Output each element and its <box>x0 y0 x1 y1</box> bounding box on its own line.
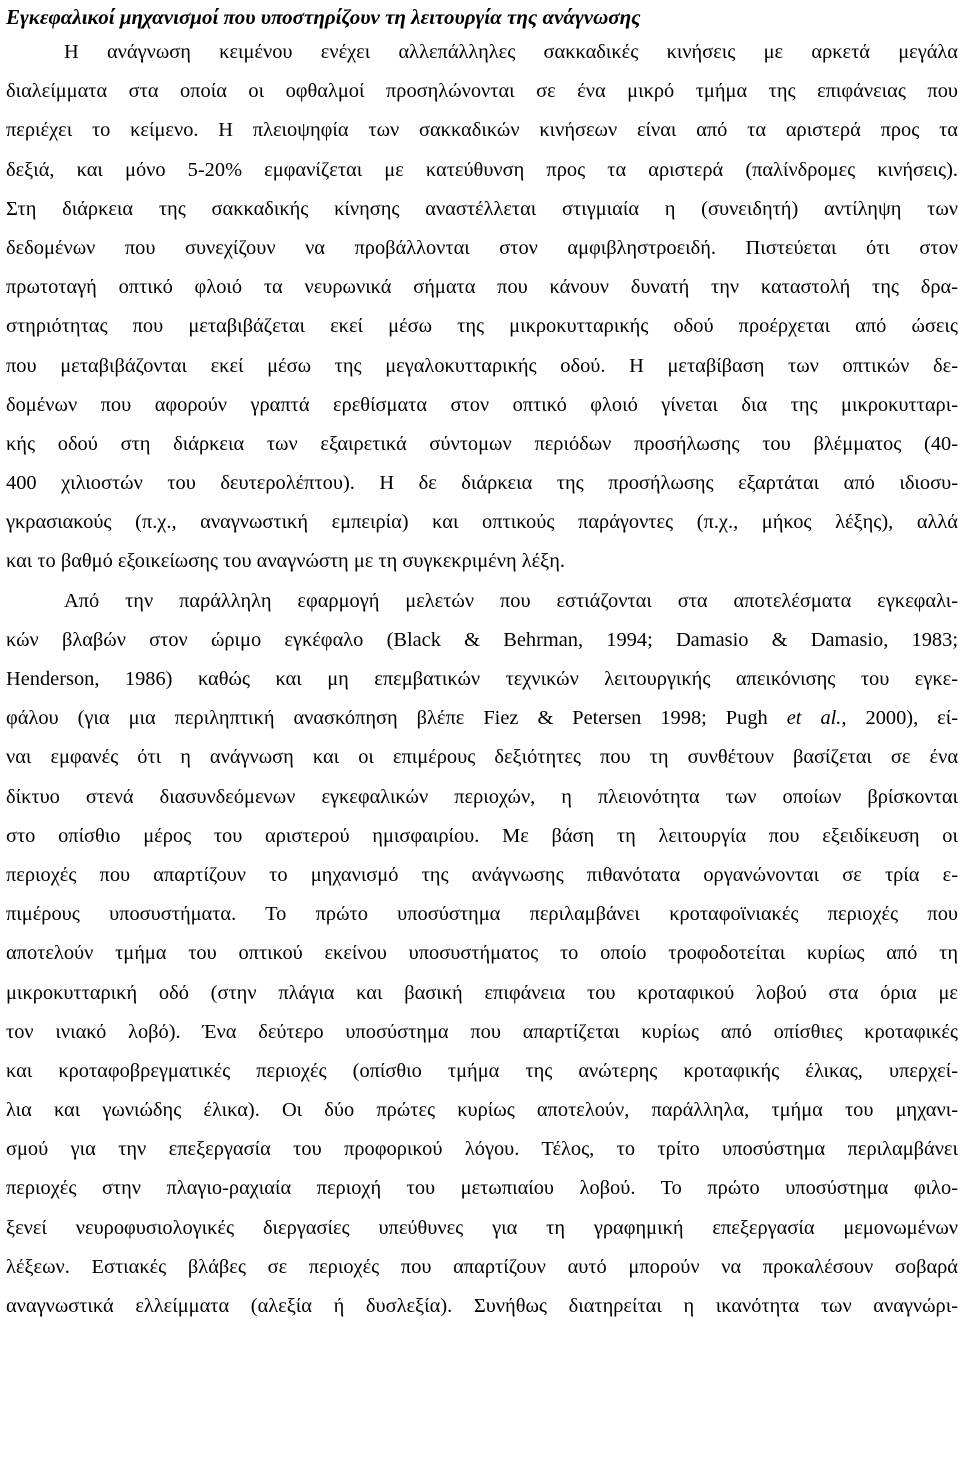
text-line: περιοχές στην πλαγιο-ραχιαία περιοχή του μετωπιαίου λοβού. Το πρώτο υποσύστημα φιλο- <box>6 1177 958 1200</box>
text-line: δίκτυο στενά διασυνδεόμενων εγκεφαλικών περιοχών, η πλειονότητα των οποίων βρίσκονται <box>6 785 958 808</box>
text-line: και το βαθμό εξοικείωσης του αναγνώστη με τη συγκεκριμένη λέξη. <box>6 550 566 573</box>
text-line: στο οπίσθιο μέρος του αριστερού ημισφαιρίου. Με βάση τη λειτουργία που εξειδίκευση οι <box>6 824 958 847</box>
text-line: αποτελούν τμήμα του οπτικού εκείνου υποσυστήματος το οποίο τροφοδοτείται κυρίως από τη <box>6 942 958 965</box>
text-line: ξενεί νευροφυσιολογικές διεργασίες υπεύθυνες για τη γραφημική επεξεργασία μεμονωμένων <box>6 1216 958 1239</box>
text-line: δομένων που αφορούν γραπτά ερεθίσματα στον οπτικό φλοιό γίνεται δια της μικροκυτταρι- <box>6 393 958 416</box>
text-segment: φάλου (για μια περιληπτική ανασκόπηση βλέπε Fiez & Petersen 1998; Pugh <box>6 707 787 730</box>
text-line: διαλείμματα στα οποία οι οφθαλμοί προσηλώνονται σε ένα μικρό τμήμα της επιφάνειας που <box>6 80 958 103</box>
italic-et-al: et al. <box>786 707 842 730</box>
text-line: λέξεων. Εστιακές βλάβες σε περιοχές που απαρτίζουν αυτό μπορούν να προκαλέσουν σοβαρά <box>6 1255 958 1278</box>
text-line: πρωτοταγή οπτικό φλοιό τα νευρωνικά σήματα που κάνουν δυνατή την καταστολή της δρα- <box>6 276 958 299</box>
text-line: αναγνωστικά ελλείμματα (αλεξία ή δυσλεξία). Συνήθως διατηρείται η ικανότητα των αναγνώρι- <box>6 1295 958 1317</box>
text-line: Στη διάρκεια της σακκαδικής κίνησης αναστέλλεται στιγμιαία η (συνειδητή) αντίληψη των <box>6 197 958 220</box>
text-line: γκρασιακούς (π.χ., αναγνωστική εμπειρία) και οπτικούς παράγοντες (π.χ., μήκος λέξης), αλλά <box>6 511 958 534</box>
text-line: ναι εμφανές ότι η ανάγνωση και οι επιμέρους δεξιότητες που τη συνθέτουν βασίζεται σε ένα <box>6 746 958 769</box>
document-title: Εγκεφαλικοί μηχανισμοί που υποστηρίζουν τη λειτουργία της ανάγνωσης <box>6 5 641 29</box>
text-line: λια και γωνιώδης έλικα). Οι δύο πρώτες κυρίως αποτελούν, παράλληλα, τμήμα του μηχανι- <box>6 1099 958 1122</box>
text-line: Από την παράλληλη εφαρμογή μελετών που εστιάζονται στα αποτελέσματα εγκεφαλι- <box>64 589 958 612</box>
text-line: κών βλαβών στον ώριμο εγκέφαλο (Black & Behrman, 1994; Damasio & Damasio, 1983; <box>6 628 958 651</box>
document-page <box>6 0 958 1326</box>
text-line: που μεταβιβάζονται εκεί μέσω της μεγαλοκυτταρικής οδού. Η μεταβίβαση των οπτικών δε- <box>6 354 958 377</box>
text-line: 400 χιλιοστών του δευτερολέπτου). Η δε διάρκεια της προσήλωσης εξαρτάται από ιδιοσυ- <box>6 472 958 495</box>
text-line: μικροκυτταρική οδό (στην πλάγια και βασική επιφάνεια του κροταφικού λοβού στα όρια με <box>6 981 958 1004</box>
text-line: περιοχές που απαρτίζουν το μηχανισμό της ανάγνωσης πιθανότατα οργανώνονται σε τρία ε- <box>6 863 958 886</box>
text-line-with-citation <box>6 699 958 738</box>
text-line: δεξιά, και μόνο 5-20% εμφανίζεται με κατεύθυνση προς τα αριστερά (παλίνδρομες κινήσεις). <box>6 158 958 181</box>
paragraph-1 <box>6 33 958 582</box>
text-line: τον ινιακό λοβό). Ένα δεύτερο υποσύστημα που απαρτίζεται κυρίως από οπίσθιες κροταφικές <box>6 1020 958 1043</box>
text-line: περιέχει το κείμενο. Η πλειοψηφία των σακκαδικών κινήσεων είναι από τα αριστερά προς τα <box>6 119 958 142</box>
paragraph-2 <box>6 582 958 1327</box>
text-line: δεδομένων που συνεχίζουν να προβάλλονται στον αμφιβληστροειδή. Πιστεύεται ότι στον <box>6 236 958 259</box>
text-line: και κροταφοβρεγματικές περιοχές (οπίσθιο τμήμα της ανώτερης κροταφικής έλικας, υπερχεί- <box>6 1059 958 1082</box>
text-line: Henderson, 1986) καθώς και μη επεμβατικών τεχνικών λειτουργικής απεικόνισης του εγκε- <box>6 668 958 690</box>
text-segment: , 2000), εί- <box>841 707 958 730</box>
text-line: Η ανάγνωση κειμένου ενέχει αλλεπάλληλες σακκαδικές κινήσεις με αρκετά μεγάλα <box>64 41 958 63</box>
text-line: πιμέρους υποσυστήματα. Το πρώτο υποσύστημα περιλαμβάνει κροταφοϊνιακές περιοχές που <box>6 903 958 926</box>
text-line: σμού για την επεξεργασία του προφορικού λόγου. Τέλος, το τρίτο υποσύστημα περιλαμβάνει <box>6 1138 958 1161</box>
text-line: στηριότητας που μεταβιβάζεται εκεί μέσω της μικροκυτταρικής οδού προέρχεται από ώσεις <box>6 315 958 338</box>
text-line: κής οδού στη διάρκεια των εξαιρετικά σύντομων περιόδων προσήλωσης του βλέμματος (40- <box>6 432 958 455</box>
